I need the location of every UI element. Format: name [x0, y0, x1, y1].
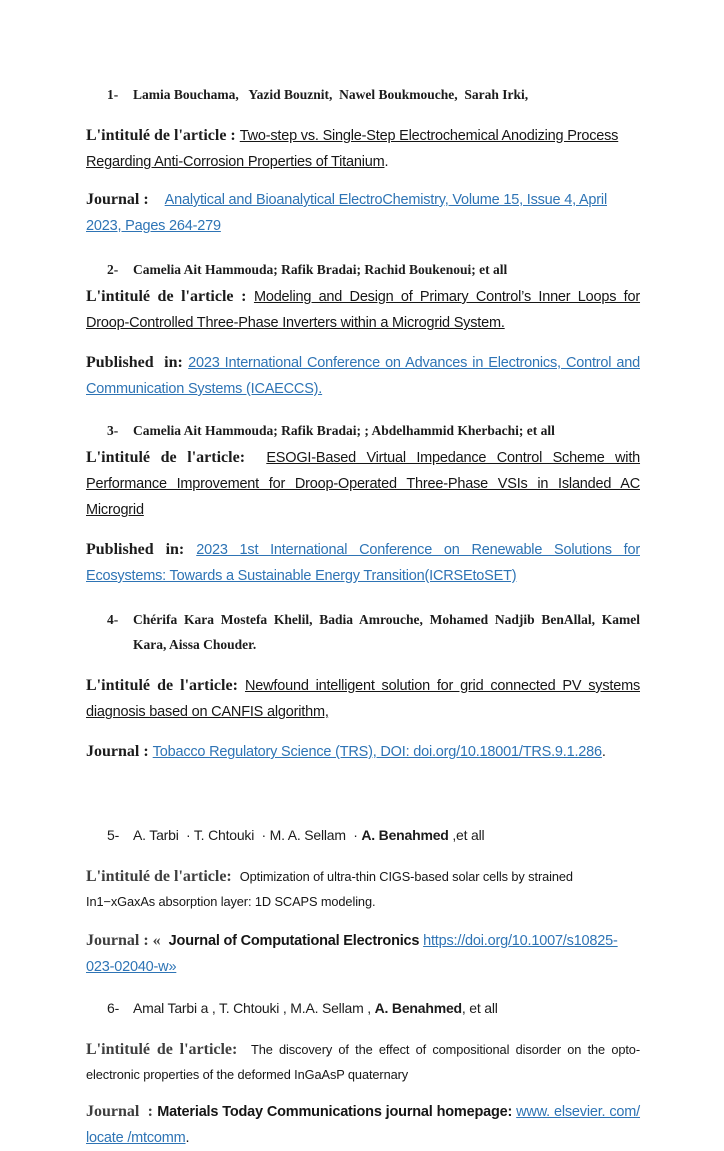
authors-line — [86, 823, 640, 848]
authors-text: A. Tarbi · T. Chtouki · M. A. Sellam · — [133, 827, 362, 843]
entry-number: 5- — [107, 827, 120, 843]
journal-line — [86, 928, 640, 980]
entry-number: 6- — [107, 1000, 120, 1016]
journal-label: Journal : — [86, 1103, 158, 1120]
journal-name: Journal of Computational Electronics — [168, 933, 424, 949]
journal-period: . — [601, 744, 606, 760]
publication-entry-2 — [86, 257, 640, 402]
article-title-line — [86, 123, 640, 175]
author-highlighted: A. Benahmed — [361, 827, 449, 843]
entry-number: 1- — [107, 87, 119, 102]
article-title-line — [86, 673, 640, 725]
journal-line — [86, 1099, 640, 1151]
journal-label: Journal : — [86, 743, 153, 760]
title-label: L'intitulé de l'article: — [86, 1041, 251, 1058]
journal-homepage-link[interactable]: www. elsevier. com/ locate /mtcomm — [86, 1104, 641, 1146]
authors-line — [86, 607, 644, 657]
journal-label: Journal : — [86, 191, 149, 208]
authors-suffix: ,et all — [448, 827, 485, 843]
conference-link[interactable]: 2023 International Conference on Advances in Electronics, Control and Communication Systems (ICAECCS). — [86, 355, 640, 397]
authors-text: Camelia Ait Hammouda; Rafik Bradai; ; Abdelhammid Kherbachi; et all — [133, 423, 555, 438]
article-title: Newfound intelligent solution for grid connected PV systems diagnosis based on CANFIS algorithm, — [86, 678, 640, 720]
entry-number: 3- — [107, 423, 119, 438]
article-title-line — [86, 445, 640, 523]
publication-entry-3 — [86, 418, 640, 589]
authors-text: Amal Tarbi a , T. Chtouki , M.A. Sellam , — [133, 1000, 375, 1016]
title-label: L'intitulé de l'article : — [86, 127, 240, 144]
article-title: ESOGI-Based Virtual Impedance Control Scheme with Performance Improvement for Droop-Operated Three-Phase VSIs in Islanded AC Microgrid — [86, 450, 641, 518]
journal-doi-link[interactable]: https://doi.org/10.1007/s10825-023-02040-w» — [86, 933, 618, 975]
authors-line — [86, 418, 640, 443]
publication-entry-4 — [86, 607, 644, 765]
entry-number: 4- — [107, 612, 119, 627]
journal-doi-link[interactable]: Tobacco Regulatory Science (TRS), DOI: doi.org/10.18001/TRS.9.1.286 — [152, 744, 602, 760]
published-in-line — [86, 350, 640, 402]
authors-text: Chérifa Kara Mostefa Khelil, Badia Amrouche, Mohamed Nadjib BenAllal, Kamel Kara, Aissa Chouder. — [133, 612, 644, 652]
article-title: Modeling and Design of Primary Control’s Inner Loops for Droop-Controlled Three-Phase Inverters within a Microgrid System. — [86, 289, 641, 331]
publication-entry-6 — [86, 996, 640, 1151]
authors-line — [86, 257, 640, 282]
title-label: L'intitulé de l'article: — [86, 868, 240, 885]
journal-link[interactable]: Analytical and Bioanalytical ElectroChemistry, Volume 15, Issue 4, April 2023, Pages 264-279 — [86, 192, 607, 234]
journal-line — [86, 739, 640, 765]
entry-number: 2- — [107, 262, 119, 277]
article-title: Optimization of ultra-thin CIGS-based solar cells by strained In1−xGaxAs absorption layer: 1D SCAPS modeling. — [86, 869, 573, 909]
authors-suffix: , et all — [461, 1000, 498, 1016]
title-label: L'intitulé de l'article: — [86, 449, 267, 466]
journal-label: Journal : « — [86, 932, 169, 949]
journal-name: Materials Today Communications journal homepage: — [157, 1104, 517, 1120]
authors-line — [86, 996, 640, 1021]
published-in-label: Published in: — [86, 354, 189, 371]
published-in-line — [86, 537, 640, 589]
author-highlighted: A. Benahmed — [374, 1000, 462, 1016]
authors-text: Camelia Ait Hammouda; Rafik Bradai; Rachid Boukenoui; et all — [133, 262, 508, 277]
title-period: . — [384, 154, 389, 170]
authors-text: Lamia Bouchama, Yazid Bouznit, Nawel Boukmouche, Sarah Irki, — [133, 87, 529, 102]
article-title: The discovery of the effect of compositional disorder on the opto-electronic properties of the deformed InGaAsP quaternary — [86, 1042, 640, 1082]
publication-entry-5 — [86, 823, 640, 980]
article-title-line — [86, 864, 640, 914]
article-title-line — [86, 284, 640, 336]
published-in-label: Published in: — [86, 541, 197, 558]
conference-link[interactable]: 2023 1st International Conference on Renewable Solutions for Ecosystems: Towards a Sustainable Energy Transition(ICRSEtoSET) — [86, 542, 640, 584]
article-title: Two-step vs. Single-Step Electrochemical Anodizing Process Regarding Anti-Corrosion Properties of Titanium — [86, 128, 619, 170]
title-label: L'intitulé de l'article : — [86, 288, 254, 305]
journal-period: . — [185, 1130, 190, 1146]
journal-line — [86, 187, 640, 239]
title-label: L'intitulé de l'article: — [86, 677, 245, 694]
article-title-line — [86, 1037, 640, 1087]
authors-line — [86, 82, 640, 107]
publication-entry-1 — [86, 82, 640, 239]
